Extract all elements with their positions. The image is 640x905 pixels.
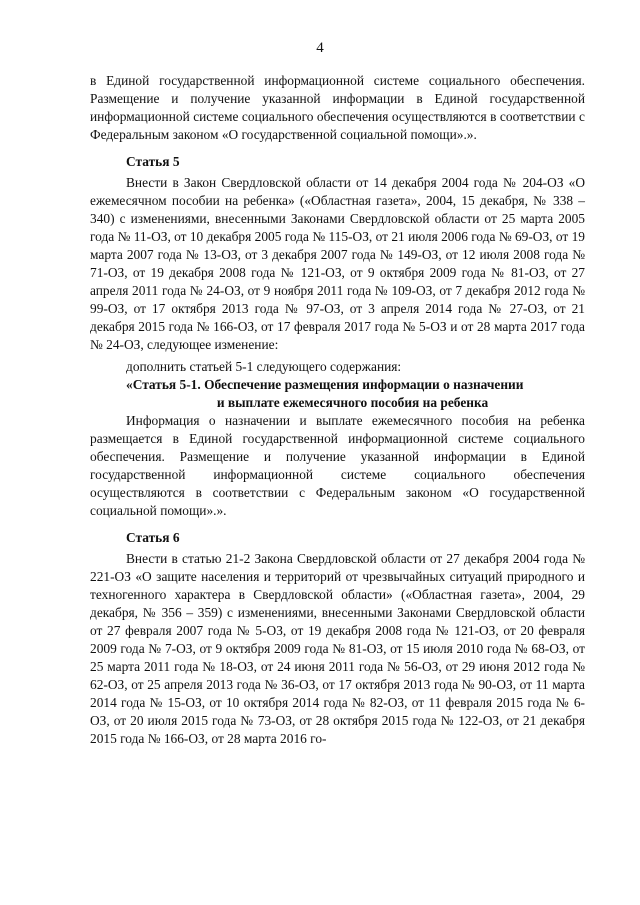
article-5-addition-intro: дополнить статьей 5-1 следующего содержания: [126, 359, 402, 374]
article-5-1-title [90, 376, 585, 412]
article-5-1-body: Информация о назначении и выплате ежемесячного пособия на ребенка размещается в Единой государственной информационной системе социального обеспечения. Размещение и получение указанной информации в Единой государственной информационной системе социального обеспечения осуществляются в соответствии с Федеральным законом «О государственной социальной помощи».». [90, 413, 585, 518]
article-5-heading: Статья 5 [126, 154, 180, 169]
document-body [90, 72, 585, 748]
article-5-1-title-line-1: «Статья 5-1. Обеспечение размещения информации о назначении [126, 377, 524, 392]
article-6-heading: Статья 6 [126, 530, 180, 545]
article-6-amendment-paragraph: Внести в статью 21-2 Закона Свердловской области от 27 декабря 2004 года № 221-ОЗ «О защите населения и территорий от чрезвычайных ситуаций природного и техногенного характера в Свердловской области» («Областная газета», 2004, 29 декабря, № 356 – 359) с изменениями, внесенными Законами Свердловской области от 27 февраля 2007 года № 5-ОЗ, от 19 декабря 2008 года № 121-ОЗ, от 20 февраля 2009 года № 7-ОЗ, от 9 октября 2009 года № 81-ОЗ, от 15 июля 2010 года № 68-ОЗ, от 25 марта 2011 года № 18-ОЗ, от 24 июня 2011 года № 56-ОЗ, от 29 июня 2012 года № 62-ОЗ, от 25 апреля 2013 года № 36-ОЗ, от 17 октября 2013 года № 90-ОЗ, от 11 марта 2014 года № 15-ОЗ, от 10 октября 2014 года № 82-ОЗ, от 11 февраля 2015 года № 6-ОЗ, от 20 июля 2015 года № 73-ОЗ, от 28 октября 2015 года № 122-ОЗ, от 21 декабря 2015 года № 166-ОЗ, от 28 марта 2016 го- [90, 551, 585, 746]
article-5-1-title-line-2: и выплате ежемесячного пособия на ребенка [216, 395, 489, 410]
paragraph-continuation: в Единой государственной информационной системе социального обеспечения. Размещение и получение указанной информации в Единой государственной информационной системе социального обеспечения осуществляются в соответствии с Федеральным законом «О государственной социальной помощи».». [90, 73, 585, 142]
article-5-amendment-paragraph: Внести в Закон Свердловской области от 14 декабря 2004 года № 204-ОЗ «О ежемесячном пособии на ребенка» («Областная газета», 2004, 15 декабря, № 338 – 340) с изменениями, внесенными Законами Свердловской области от 25 марта 2005 года № 11-ОЗ, от 10 декабря 2005 года № 115-ОЗ, от 21 июля 2006 года № 69-ОЗ, от 19 марта 2007 года № 13-ОЗ, от 3 декабря 2007 года № 149-ОЗ, от 12 июля 2008 года № 71-ОЗ, от 19 декабря 2008 года № 121-ОЗ, от 9 октября 2009 года № 81-ОЗ, от 27 апреля 2011 года № 24-ОЗ, от 9 ноября 2011 года № 109-ОЗ, от 7 декабря 2012 года № 99-ОЗ, от 17 октября 2013 года № 97-ОЗ, от 3 апреля 2014 года № 27-ОЗ, от 21 декабря 2015 года № 166-ОЗ, от 17 февраля 2017 года № 5-ОЗ и от 28 марта 2017 года № 24-ОЗ, следующее изменение: [90, 175, 585, 352]
page-number: 4 [316, 40, 324, 56]
